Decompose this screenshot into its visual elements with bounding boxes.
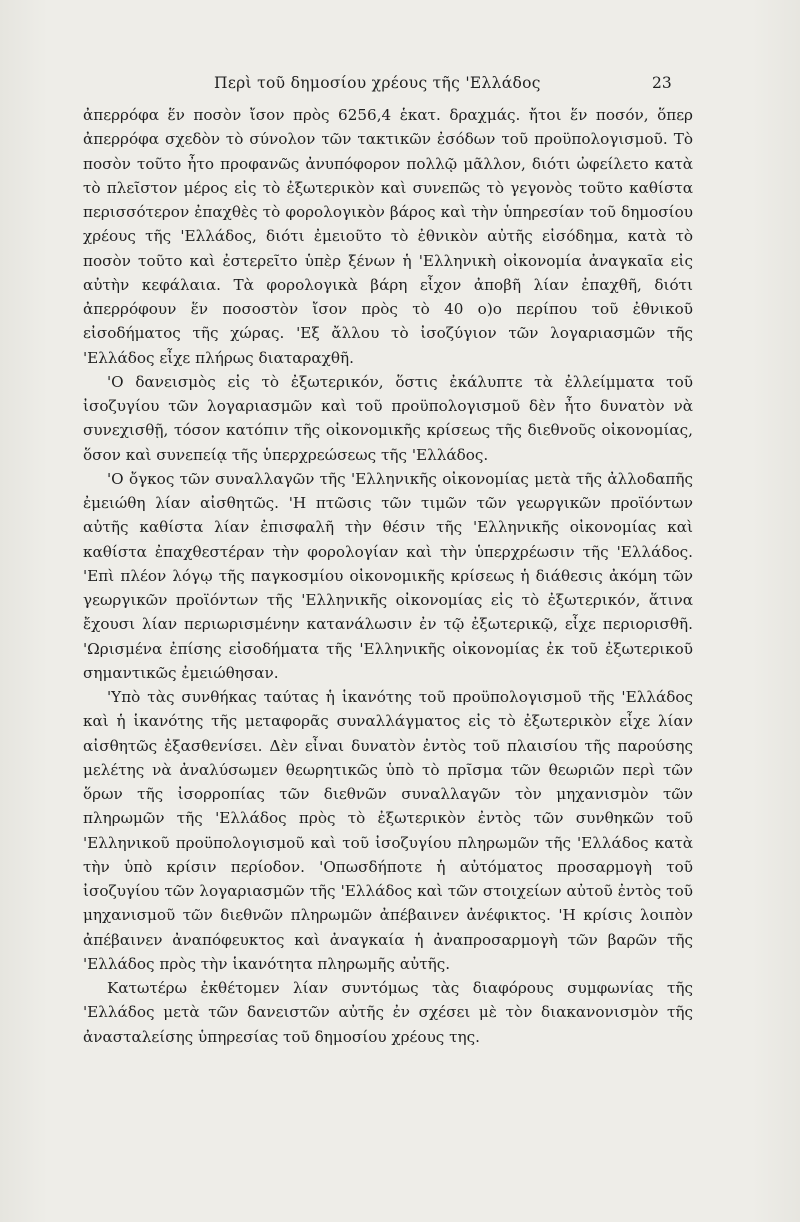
paragraph-2: 'Ο δανεισμὸς εἰς τὸ ἐξωτερικόν, ὅστις ἐκάλυπτε τὰ ἐλλείμματα τοῦ ἰσοζυγίου τῶν λογαριασμῶν καὶ τοῦ προϋπολογισμοῦ δὲν ἦτο δυνατὸν νὰ συνεχισθῇ, τόσον κατόπιν τῆς οἰκονομικῆς κρίσεως τῆς διεθνοῦς οἰκονομίας, ὅσον καὶ συνεπείᾳ τῆς ὑπερχρεώσεως τῆς 'Ελλάδος. [83, 372, 693, 464]
body-text [83, 103, 693, 1049]
paragraph-4: 'Υπὸ τὰς συνθήκας ταύτας ἡ ἱκανότης τοῦ προϋπολογισμοῦ τῆς 'Ελλάδος καὶ ἡ ἱκανότης τῆς μεταφορᾶς συναλλάγματος εἰς τὸ ἐξωτερικὸν εἶχε λίαν αἰσθητῶς ἐξασθενίσει. Δὲν εἶναι δυνατὸν ἐντὸς τοῦ πλαισίου τῆς παρούσης μελέτης νὰ ἀναλύσωμεν θεωρητικῶς ὑπὸ τὸ πρῖσμα τῶν θεωριῶν περὶ τῶν ὅρων τῆς ἰσορροπίας τῶν διεθνῶν συναλλαγῶν τὸν μηχανισμὸν τῶν πληρωμῶν τῆς 'Ελλάδος πρὸς τὸ ἐξωτερικὸν ἐντὸς τῶν συνθηκῶν τοῦ 'Ελληνικοῦ προϋπολογισμοῦ καὶ τοῦ ἰσοζυγίου πληρωμῶν τῆς 'Ελλάδος κατὰ τὴν ὑπὸ κρίσιν περίοδον. 'Οπωσδήποτε ἡ αὐτόματος προσαρμογὴ τοῦ ἰσοζυγίου τῶν λογαριασμῶν τῆς 'Ελλάδος καὶ τῶν στοιχείων αὐτοῦ ἐντὸς τοῦ μηχανισμοῦ τῶν διεθνῶν πληρωμῶν ἀπέβαινεν ἀνέφικτος. 'Η κρίσις λοιπὸν ἀπέβαινεν ἀναπόφευκτος καὶ ἀναγκαία ἡ ἀναπροσαρμογὴ τῶν βαρῶν τῆς 'Ελλάδος πρὸς τὴν ἱκανότητα πληρωμῆς αὐτῆς. [83, 688, 693, 973]
page-header [0, 74, 800, 96]
paragraph-5: Κατωτέρω ἐκθέτομεν λίαν συντόμως τὰς διαφόρους συμφωνίας τῆς 'Ελλάδος μετὰ τῶν δανειστῶν αὐτῆς ἐν σχέσει μὲ τὸν διακανονισμὸν τῆς ἀνασταλείσης ὑπηρεσίας τοῦ δημοσίου χρέους της. [83, 979, 693, 1046]
running-title: Περὶ τοῦ δημοσίου χρέους τῆς 'Ελλάδος [214, 74, 541, 92]
paragraph-1: ἀπερρόφα ἕν ποσὸν ἴσον πρὸς 6256,4 ἑκατ. δραχμάς. ἤτοι ἕν ποσόν, ὅπερ ἀπερρόφα σχεδὸν τὸ σύνολον τῶν τακτικῶν ἐσόδων τοῦ προϋπολογισμοῦ. Τὸ ποσὸν τοῦτο ἦτο προφανῶς ἀνυπόφορον πολλῷ μᾶλλον, διότι ὠφείλετο κατὰ τὸ πλεῖστον μέρος εἰς τὸ ἐξωτερικὸν καὶ συνεπῶς τὸ γεγονὸς τοῦτο καθίστα περισσότερον ἐπαχθὲς τὸ φορολογικὸν βάρος καὶ τὴν ὑπηρεσίαν τοῦ δημοσίου χρέους τῆς 'Ελλάδος, διότι ἐμειοῦτο τὸ ἐθνικὸν αὐτῆς εἰσόδημα, κατὰ τὸ ποσὸν τοῦτο καὶ ἐστερεῖτο ὑπὲρ ξένων ἡ 'Ελληνικὴ οἰκονομία ἀναγκαῖα εἰς αὐτὴν κεφάλαια. Τὰ φορολογικὰ βάρη εἶχον ἀποβῆ λίαν ἐπαχθῆ, διότι ἀπερρόφουν ἕν ποσοστὸν ἴσον πρὸς τὸ 40 ο)ο περίπου τοῦ ἐθνικοῦ εἰσοδήματος τῆς χώρας. 'Εξ ἄλλου τὸ ἰσοζύγιον τῶν λογαριασμῶν τῆς 'Ελλάδος εἶχε πλήρως διαταραχθῆ. [83, 106, 693, 367]
paragraph-3: 'Ο ὄγκος τῶν συναλλαγῶν τῆς 'Ελληνικῆς οἰκονομίας μετὰ τῆς ἀλλοδαπῆς ἐμειώθη λίαν αἰσθητῶς. 'Η πτῶσις τῶν τιμῶν τῶν γεωργικῶν προϊόντων αὐτῆς καθίστα λίαν ἐπισφαλῆ τὴν θέσιν τῆς 'Ελληνικῆς οἰκονομίας καὶ καθίστα ἐπαχθεστέραν τὴν φορολογίαν καὶ τὴν ὑπερχρέωσιν τῆς 'Ελλάδος. 'Επὶ πλέον λόγῳ τῆς παγκοσμίου οἰκονομικῆς κρίσεως ἡ διάθεσις ἀκόμη τῶν γεωργικῶν προϊόντων τῆς 'Ελληνικῆς οἰκονομίας εἰς τὸ ἐξωτερικόν, ἅτινα ἔχουσι λίαν περιωρισμένην κατανάλωσιν ἐν τῷ ἐξωτερικῷ, εἶχε περιορισθῆ. 'Ωρισμένα ἐπίσης εἰσοδήματα τῆς 'Ελληνικῆς οἰκονομίας ἐκ τοῦ ἐξωτερικοῦ σημαντικῶς ἐμειώθησαν. [83, 469, 693, 682]
page-number: 23 [652, 74, 672, 92]
